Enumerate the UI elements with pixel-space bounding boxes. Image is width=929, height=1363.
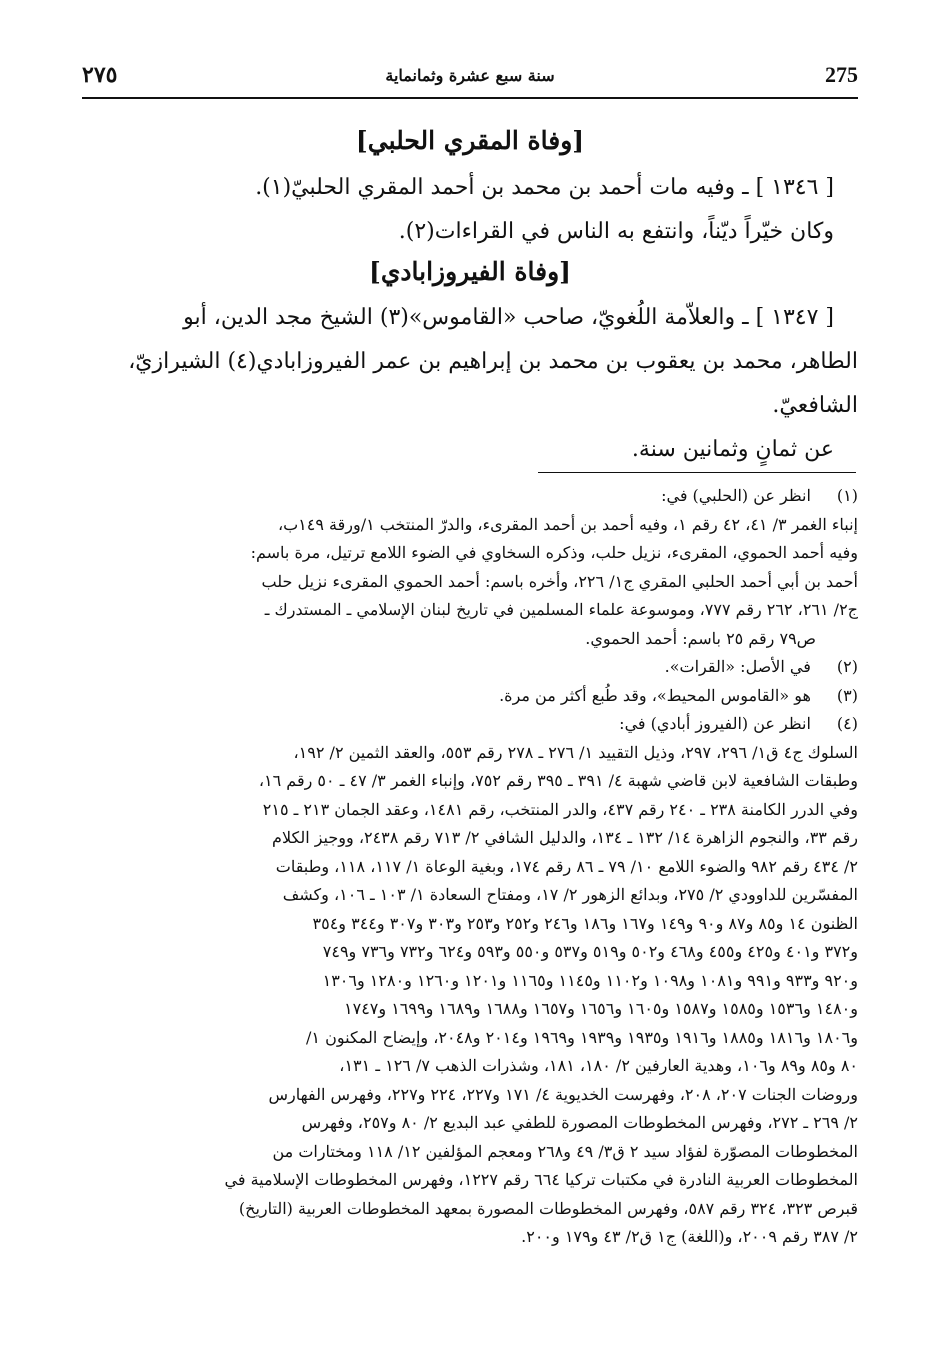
section-heading-muqri: [وفاة المقري الحلبي] — [355, 126, 585, 155]
section-heading-firuzabadi: [وفاة الفيروزابادي] — [368, 257, 571, 286]
footnote-text: المفسّرين للداوودي ٢/ ٢٧٥، وبدائع الزهور ٢/ ١٧، ومفتاح السعادة ١/ ١٠٣ ـ ١٠٦، وكشف — [282, 885, 858, 904]
footnote-2 — [82, 653, 858, 682]
footnote-text: السلوك ج٤ ق١/ ٢٩٦، ٢٩٧، وذيل التقييد ١/ ٢٧٦ ـ ٢٧٨ رقم ٥٥٣، والعقد الثمين ٢/ ١٩٢، — [293, 742, 858, 762]
entry-1347-line: عن ثمانٍ وثمانين سنة. — [631, 437, 834, 462]
entry-1347-line: [ ١٣٤٧ ] ـ والعلاّمة اللُغويّ، صاحب «القاموس»(٣) الشيخ مجد الدين، أبو — [183, 305, 834, 330]
footnote-text: هو «القاموس المحيط»، وقد طُبع أكثر من مرة. — [499, 685, 811, 705]
footnote-text: المخطوطات العربية النادرة في مكتبات تركيا ٦٦٤ رقم ١٢٢٧، وفهرس المخطوطات الإسلامية في — [224, 1170, 858, 1189]
page-number-latin: 275 — [825, 62, 858, 87]
footnote-number: (٤) — [836, 714, 858, 733]
page-number-arabic: ٢٧٥ — [82, 62, 118, 88]
footnote-text: قبرص ٣٢٣، ٣٢٤ رقم ٥٨٧، وفهرس المخطوطات المصورة بمعهد المخطوطات العربية (التاريخ) — [238, 1198, 858, 1218]
footnote-text: في الأصل: «القرات». — [664, 657, 811, 676]
entry-1347-line: الطاهر، محمد بن يعقوب بن محمد بن إبراهيم بن عمر الفيروزابادي(٤) الشيرازيّ، — [128, 349, 858, 374]
entry-1347-line: الشافعيّ. — [772, 393, 858, 418]
footnote-text: ٢/ ٢٦٩ ـ ٢٧٢، وفهرس المخطوطات المصورة للطفي عبد البديع ٢/ ٨٠ و٢٥٧، وفهرس — [301, 1113, 858, 1132]
footnote-text: انظر عن (الفيروز أبادي) في: — [619, 714, 811, 733]
section-body-firuzabadi — [82, 296, 858, 472]
running-title: سنة سبع عشرة وثمانماية — [385, 66, 555, 85]
footnote-text: و٩٢٠ و٩٣٣ و٩٩١ و١٠٨١ و١٠٩٨ و١١٠٢ و١١٤٥ و١١٦٥ و١٢٠١ و١٢٦٠ و١٢٨٠ و١٣٠٦ — [322, 970, 858, 990]
header-rule — [82, 97, 858, 99]
footnote-4 — [82, 710, 858, 1252]
footnotes — [82, 482, 858, 1252]
footnote-text: وفيه أحمد الحموي، المقرىء، نزيل حلب، وذكره السخاوي في الضوء اللامع ترتيل، مرة باسم: — [250, 543, 858, 562]
footnote-text: و١٤٨٠ و١٥٣٦ و١٥٨٥ و١٥٨٧ و١٦٠٥ و١٦٥٦ و١٦٥٧ و١٦٨٨ و١٦٨٩ و١٦٩٩ و١٧٤٧ — [344, 999, 858, 1018]
footnote-text: و٣٧٢ و٤٠١ و٤٢٥ و٤٥٥ و٤٦٨ و٥٠٢ و٥١٩ و٥٣٧ و٥٥٠ و٥٩٣ و٦٢٤ و٧٣٢ و٧٣٦ و٧٤٩ — [322, 942, 858, 961]
footnote-separator — [538, 472, 856, 473]
footnote-text: و١٨٠٦ و١٨١٦ و١٨٨٥ و١٩١٦ و١٩٣٥ و١٩٣٩ و١٩٦٩ و٢٠١٤ و٢٠٤٨، وإيضاح المكنون ١/ — [306, 1027, 858, 1047]
footnote-number: (٢) — [836, 657, 858, 676]
footnote-text: رقم ٣٣، والنجوم الزاهرة ١٤/ ١٣٢ ـ ١٣٤، والدليل الشافي ٢/ ٧١٣ رقم ٢٤٣٨، ووجيز الكلام — [272, 828, 858, 847]
footnote-text: المخطوطات المصوّرة لفؤاد سيد ٢ ق٣/ ٤٩ و٢٦٨ ومعجم المؤلفين ١٢/ ١١٨ ومختارات من — [272, 1141, 858, 1161]
footnote-text: وفي الدرر الكامنة ٢٣٨ ـ ٢٤٠ رقم ٤٣٧، والدر المنتخب، رقم ١٤٨١، وعقد الجمان ٢١٣ ـ ٢١٥ — [262, 799, 858, 819]
footnote-1 — [82, 482, 858, 653]
footnote-text: ٨٠ و٨٥ و٨٩ و١٠٦، وهدية العارفين ٢/ ١٨٠، ١٨١، وشذرات الذهب ٧/ ١٢٦ ـ ١٣١، — [339, 1056, 858, 1075]
footnote-text: ٢/ ٤٣٤ رقم ٩٨٢ والضوء اللامع ١٠/ ٧٩ ـ ٨٦ رقم ١٧٤، وبغية الوعاة ١/ ١١٧، ١١٨، وطبقات — [275, 856, 858, 876]
entry-1346-line: وكان خيّراً ديّناً، وانتفع به الناس في القراءات(٢). — [398, 219, 834, 244]
footnote-number: (٣) — [836, 685, 858, 705]
page-header — [82, 58, 858, 96]
footnote-text: ج٢/ ٢٦١، ٢٦٢ رقم ٧٧٧، وموسوعة علماء المسلمين في تاريخ لبنان الإسلامي ـ المستدرك ـ — [264, 600, 858, 619]
footnote-text: وطبقات الشافعية لابن قاضي شهبة ٤/ ٣٩١ ـ ٣٩٥ رقم ٧٥٢، وإنباء الغمر ٣/ ٤٧ ـ ٥٠ رقم ١٦، — [258, 771, 858, 790]
footnote-3 — [82, 682, 858, 711]
entry-1346-line: [ ١٣٤٦ ] ـ وفيه مات أحمد بن محمد بن أحمد المقري الحلبيّ(١). — [255, 175, 834, 200]
footnote-text: انظر عن (الحلبي) في: — [661, 486, 811, 505]
footnote-text: وروضات الجنات ٢٠٧، ٢٠٨، وفهرست الخديوية ٤/ ١٧١ و٢٢٧، ٢٢٤ و٢٢٧، وفهرس الفهارس — [268, 1084, 858, 1104]
footnote-number: (١) — [836, 486, 858, 505]
footnote-text: أحمد بن أبي أحمد الحلبي المقري ج١/ ٢٢٦، وأخره باسم: أحمد الحموي المقرىء نزيل حلب — [261, 571, 858, 591]
footnote-text: إنباء الغمر ٣/ ٤١، ٤٢ رقم ١، وفيه أحمد بن أحمد المقرىء، والدرّ المنتخب ١/ورقة ١٤٩ب، — [277, 514, 858, 534]
footnote-text: ص٧٩ رقم ٢٥ باسم: أحمد الحموي. — [585, 628, 816, 648]
footnote-text: ٢/ ٣٨٧ رقم ٢٠٠٩، و(اللغة) ج١ ق٢/ ٤٣ و١٧٩ و٢٠٠. — [521, 1227, 858, 1246]
footnote-text: الظنون ١٤ و٨٥ و٨٧ و٩٠ و١٤٩ و١٦٧ و١٨٦ و٢٤٦ و٢٥٢ و٢٥٣ و٣٠٣ و٣٠٧ و٣٤٤ و٣٥٤ — [312, 913, 858, 933]
section-body-muqri — [82, 166, 858, 254]
